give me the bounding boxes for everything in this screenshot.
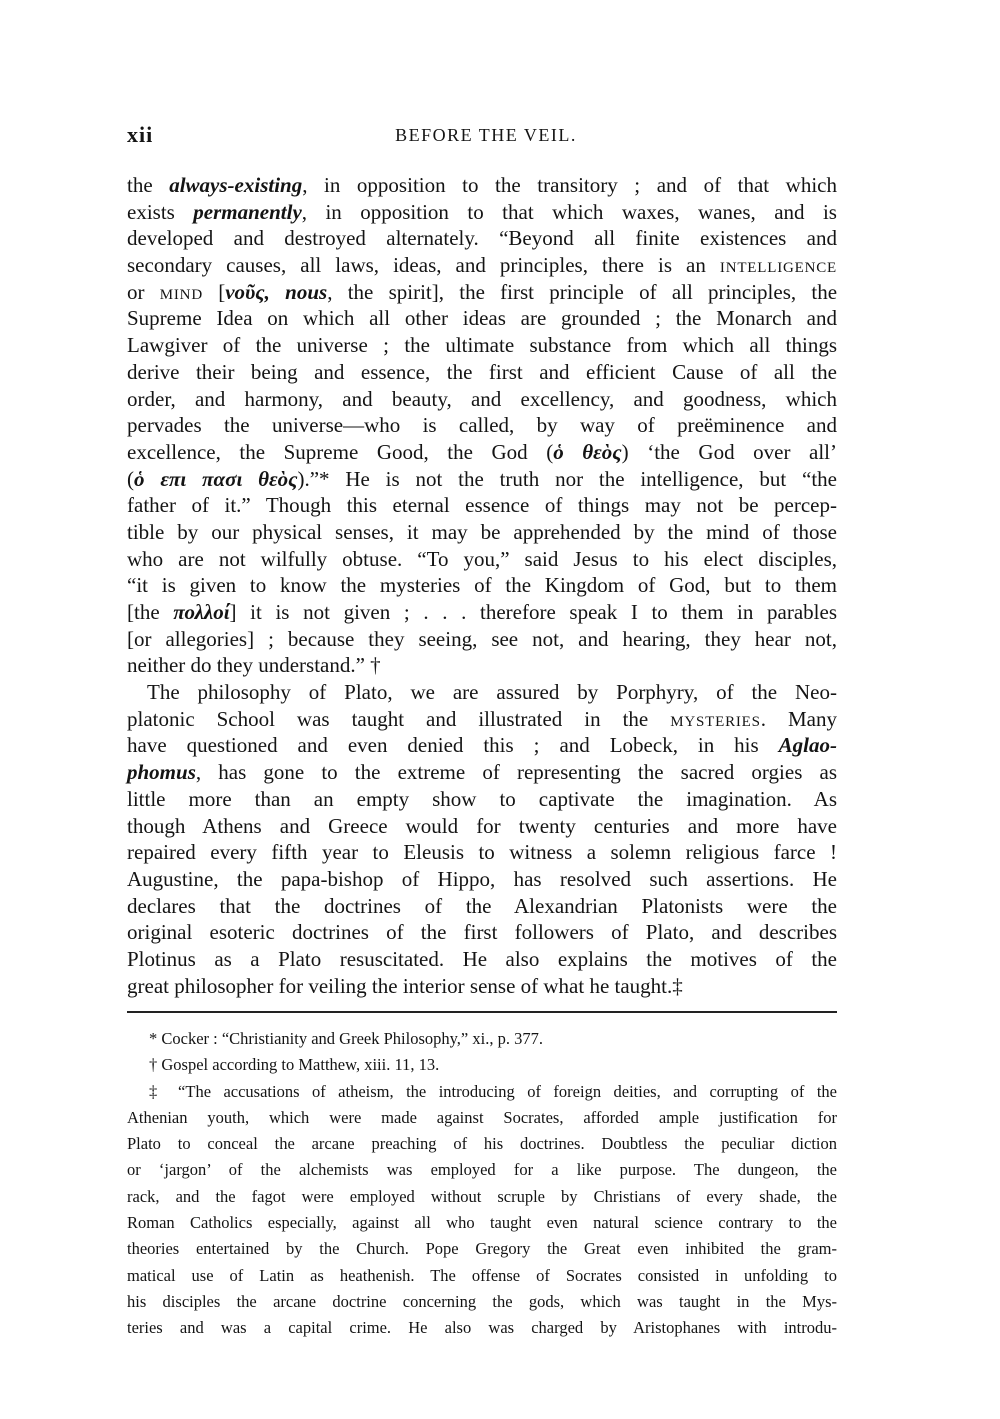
text-line [127,1131,837,1157]
text-run: Athenian youth, which were made against Socrates, afforded ample justification for [127,1107,837,1127]
text-line [127,359,837,386]
text-line [127,919,837,946]
italic-text: νοῦς, nous [225,279,328,304]
text-line [127,893,837,920]
footnote [127,1079,837,1342]
text-run: teries and was a capital crime. He also was charged by Aristophanes with introdu- [127,1318,837,1338]
text-line [127,332,837,359]
text-line [127,813,837,840]
text-run: have questioned and even denied this ; and Lobeck, in his [127,733,779,758]
footnote-rule [127,1011,837,1013]
italic-text: ὁ επι πασι θεὸς [134,466,298,491]
text-run: theories entertained by the Church. Pope Gregory the Great even inhibited the gram- [127,1239,837,1259]
text-run: great philosopher for veiling the interior sense of what he taught.‡ [127,973,683,998]
text-line [127,252,837,279]
text-line [127,225,837,252]
text-run: ] it is not given ; . . . therefore speak I to them in parables [229,600,837,624]
small-caps-text: INTELLIGENCE [719,260,837,277]
text-line [127,732,837,759]
text-run: Plato to conceal the arcane preaching of his doctrines. Doubtless the peculiar diction [127,1134,837,1154]
text-run: [ [202,279,226,304]
small-caps-text: MIND [159,286,203,303]
text-line [127,1210,837,1236]
footnote [127,1052,837,1078]
footnotes [127,1026,837,1342]
text-run: [the [127,600,174,624]
text-run: “it is given to know the mysteries of the Kingdom of God, but to them [127,573,837,598]
text-run: , the spirit], the first principle of all principles, the [327,279,838,304]
text-line [127,279,837,306]
text-line [127,1079,837,1105]
text-run: neither do they understand.” † [127,653,381,678]
text-run: The philosophy of Plato, we are assured by Porphyry, of the Neo- [147,680,837,705]
text-run: Plotinus as a Plato resuscitated. He also explains the motives of the [127,946,837,971]
text-line [127,866,837,893]
italic-text: always-existing [169,173,303,197]
text-run: * Cocker : “Christianity and Greek Philosophy,” xi., p. 377. [149,1029,543,1048]
text-run: declares that the doctrines of the Alexandrian Platonists were the [127,893,837,918]
text-run: ).”* He is not the truth nor the intelligence, but “the [297,466,837,491]
text-line [127,946,837,973]
text-run: Lawgiver of the universe ; the ultimate substance from which all things [127,333,837,358]
text-run: who are not wilfully obtuse. “To you,” said Jesus to his elect disciples, [127,546,837,571]
text-run: ‡ “The accusations of atheism, the introducing of foreign deities, and corrupting of the [149,1081,837,1101]
text-run: father of it.” Though this eternal essence of things may not be percep- [127,493,837,518]
main-text [127,172,837,999]
text-run: platonic School was taught and illustrated in the [127,706,671,731]
text-run: matical use of Latin as heathenish. The offense of Socrates consisted in unfolding to [127,1265,837,1285]
text-line [127,786,837,813]
text-line [127,706,837,733]
text-run: Supreme Idea on which all other ideas are grounded ; the Monarch and [127,306,837,331]
text-line [127,519,837,546]
text-line [127,1315,837,1341]
text-run: or [127,279,160,304]
text-line [127,199,837,226]
footnote [127,1026,837,1052]
text-run: pervades the universe—who is called, by way of preëminence and [127,413,837,438]
paragraph [127,679,837,999]
text-line [127,973,837,1000]
text-run: Augustine, the papa-bishop of Hippo, has resolved such assertions. He [127,866,837,891]
text-run: little more than an empty show to captivate the imagination. As [127,786,837,811]
text-line [127,172,837,199]
text-run: rack, and the fagot were employed without scruple by Christians of every shade, the [127,1186,837,1206]
text-run: . Many [760,706,838,731]
text-line [127,759,837,786]
italic-text: phomus [127,760,196,785]
text-line [127,1105,837,1131]
text-line [127,1052,837,1078]
text-run: or ‘jargon’ of the alchemists was employed for a like purpose. The dungeon, the [127,1160,837,1180]
text-run: tible by our physical senses, it may be apprehended by the mind of those [127,519,837,544]
text-run: order, and harmony, and beauty, and excellency, and goodness, which [127,386,837,411]
page-number: xii [127,122,154,147]
text-line [127,386,837,413]
text-run: ( [127,466,134,491]
text-line [127,839,837,866]
text-run: , has gone to the extreme of representing the sacred orgies as [195,760,837,785]
text-line [127,546,837,573]
text-run: † Gospel according to Matthew, xiii. 11, 13. [149,1055,440,1075]
text-run: ) ‘the God over all’ [621,439,837,464]
text-line [127,1157,837,1183]
text-run: secondary causes, all laws, ideas, and principles, there is an [127,253,720,278]
text-line [127,305,837,332]
running-title: BEFORE THE VEIL. [395,125,577,145]
text-line [127,466,837,493]
text-run: Roman Catholics especially, against all who taught even natural science contrary to the [127,1213,837,1233]
page-header [127,122,837,152]
text-run: his disciples the arcane doctrine concerning the gods, which was taught in the Mys- [127,1291,837,1311]
text-line [127,1289,837,1315]
text-line [127,412,837,439]
text-run: developed and destroyed alternately. “Beyond all finite existences and [127,226,837,251]
text-line [127,652,837,679]
text-line [127,1263,837,1289]
text-run: original esoteric doctrines of the first followers of Plato, and describes [127,920,837,945]
italic-text: Aglao- [778,733,837,758]
text-run: , in opposition to the transitory ; and of that which [302,173,837,197]
paragraph [127,172,837,679]
text-line [127,679,837,706]
text-line [127,572,837,599]
text-run: the [127,173,170,197]
text-line [127,1236,837,1262]
text-run: [or allegories] ; because they seeing, see not, and hearing, they hear not, [127,626,837,651]
text-line [127,1026,837,1052]
italic-text: πολλοί [173,600,230,624]
text-line [127,626,837,653]
text-line [127,1184,837,1210]
text-line [127,439,837,466]
text-line [127,599,837,626]
small-caps-text: MYSTERIES [670,713,761,730]
text-run: , in opposition to that which waxes, wanes, and is [301,199,837,224]
text-run: exists [127,199,194,224]
text-run: excellence, the Supreme Good, the God ( [127,439,554,464]
text-run: repaired every fifth year to Eleusis to witness a solemn religious farce ! [127,840,837,865]
italic-text: ὁ θεὸς [553,439,622,464]
text-run: derive their being and essence, the first and efficient Cause of all the [127,359,837,384]
italic-text: permanently [193,199,302,224]
text-line [127,492,837,519]
text-run: though Athens and Greece would for twenty centuries and more have [127,813,837,838]
